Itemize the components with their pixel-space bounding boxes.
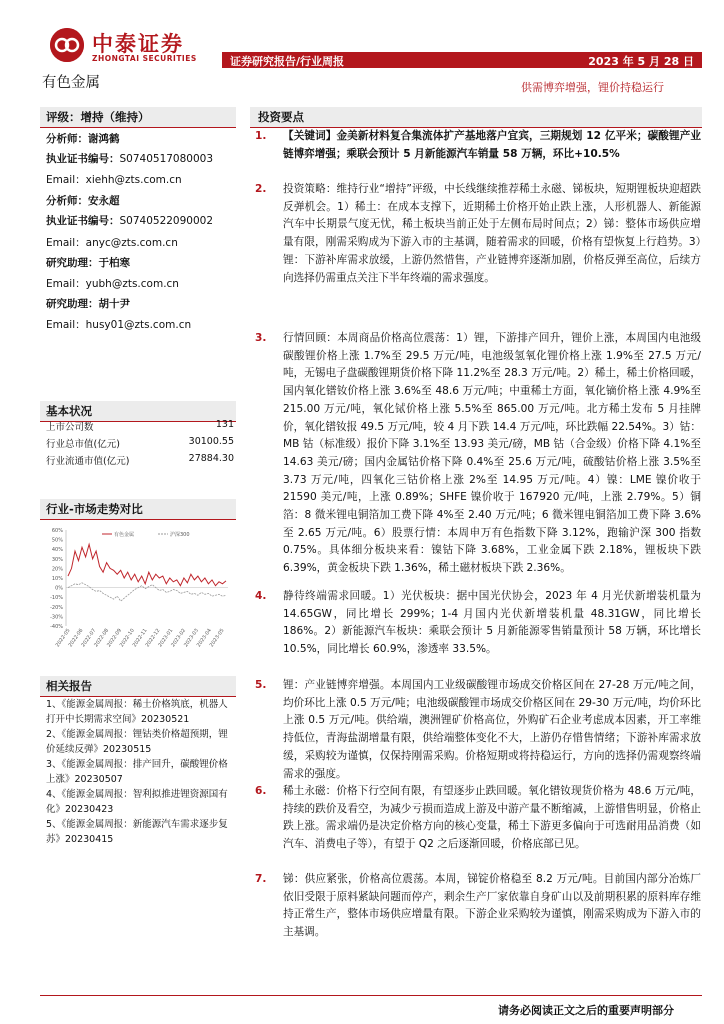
- analyst-1-cert: 执业证书编号：S0740517080003: [46, 153, 214, 165]
- invest-item-1: 1. 【关键词】金美新材料复合集流体扩产基地落户宜宾，三期规划 12 亿平米；碳酸锂产业链博弈增强；乘联会预计 5 月新能源汽车销量 58 万辆，环比+10.5%: [255, 130, 701, 160]
- assistant-1-email[interactable]: Email：yubh@zts.com.cn: [46, 278, 179, 290]
- invest-item-5: 5. 锂：产业链博弈增强。本周国内工业级碳酸锂市场成交价格区间在 27-28 万元/吨之间，均价环比上涨 0.5 万元/吨；电池级碳酸锂市场成交价格区间在 29-30 万元/吨，均价环比上涨 0.5 万元/吨。供给端，澳洲锂矿价格高位，外购矿石企业考虑成本因素，开工率维持低位，青海盐湖增量有限，供给端整体变化不大，上游仍存惜售情绪；下游补库需求放缓，采购较为谨慎，仅保持刚需采购。价格短期或将持稳运行，方向的选择仍需观察终端需求的强度。: [255, 679, 701, 780]
- analyst-2-email[interactable]: Email：anyc@zts.com.cn: [46, 237, 178, 249]
- stat-row: 上市公司数 131: [46, 419, 234, 433]
- y-tick-label: 60%: [51, 528, 63, 534]
- basic-header: 基本状况: [40, 401, 236, 421]
- invest-item-6: 6. 稀土永磁：价格下行空间有限，有望逐步止跌回暖。氧化镨钕现货价格为 48.6 万元/吨，持续的跌价及看空，为减少亏损而造成上游及中游产量不断缩减，上游惜售明显，价格止跌上涨。需求端仍是决定价格方向的核心变量，稀土下游更多偏向于可选耐用品消费（如汽车、消费电子等），有望于 Q2 之后逐渐回暖，价格底部已见。: [255, 785, 701, 851]
- y-tick-label: 40%: [51, 547, 63, 554]
- related-header: 相关报告: [40, 676, 236, 696]
- logo-text-cn: 中泰证券: [92, 32, 184, 56]
- trend-header: 行业-市场走势对比: [40, 499, 236, 519]
- y-tick-label: 50%: [51, 537, 63, 544]
- y-tick-label: -40%: [50, 624, 63, 630]
- analyst-1-email[interactable]: Email：xiehh@zts.com.cn: [46, 174, 182, 186]
- x-tick-label: 2023-05: [208, 627, 226, 649]
- invest-item-4: 4. 静待终端需求回暖。1）光伏板块：据中国光伏协会，2023 年 4 月光伏新增装机量为 14.65GW，同比增长 299%；1-4 月国内光伏新增装机量 48.31GW，同比增长 186%。2）新能源汽车板块：乘联会预计 5 月新能源零售销量预计 58 万辆，环比增长 10.5%，同比增长 60.9%，渗透率 33.5%。: [255, 590, 701, 656]
- y-tick-label: 10%: [51, 576, 63, 582]
- x-tick-label: 2022-09: [106, 627, 123, 649]
- related-item[interactable]: 1、《能源金属周报：稀土价格筑底，机器人打开中长期需求空间》20230521: [46, 699, 228, 725]
- x-tick-label: 2022-06: [67, 627, 85, 649]
- divider: [40, 519, 236, 520]
- related-item[interactable]: 5、《能源金属周报：新能源汽车需求逐步复苏》20230415: [46, 819, 228, 845]
- assistant-2-name: 研究助理：胡十尹: [46, 298, 130, 310]
- assistant-1-name: 研究助理：于柏寒: [46, 257, 130, 269]
- y-tick-label: -20%: [50, 604, 63, 611]
- invest-header: 投资要点: [250, 107, 702, 127]
- x-tick-label: 2023-01: [157, 627, 175, 649]
- related-item[interactable]: 4、《能源金属周报：智利拟推进锂资源国有化》20230423: [46, 789, 228, 815]
- x-tick-label: 2023-04: [195, 627, 213, 649]
- y-tick-label: 30%: [51, 556, 63, 563]
- stat-row: 行业流通市值(亿元) 27884.30: [46, 453, 234, 467]
- stat-row: 行业总市值(亿元) 30100.55: [46, 436, 234, 450]
- x-tick-label: 2022-11: [131, 627, 149, 649]
- y-tick-label: 20%: [51, 566, 63, 573]
- logo-symbol-icon: [50, 28, 84, 62]
- rating-header: 评级：增持（维持）: [40, 107, 236, 127]
- x-tick-label: 2022-07: [80, 627, 98, 649]
- divider: [40, 127, 236, 128]
- y-tick-label: -10%: [50, 595, 63, 602]
- assistant-2-email[interactable]: Email：husy01@zts.com.cn: [46, 319, 192, 331]
- x-tick-label: 2022-05: [54, 627, 72, 649]
- analyst-2-cert: 执业证书编号：S0740522090002: [46, 215, 214, 227]
- report-subtitle: 供需博弈增强，锂价持稳运行: [521, 81, 664, 94]
- report-type: 证券研究报告/行业周报: [230, 55, 345, 68]
- x-tick-label: 2023-03: [183, 627, 200, 649]
- series-line-2: [68, 583, 226, 601]
- related-item[interactable]: 2、《能源金属周报：锂钴类价格超预期，锂价延续反弹》20230515: [46, 729, 228, 755]
- analyst-1-name: 分析师：谢鸿鹤: [46, 133, 120, 145]
- report-date: 2023 年 5 月 28 日: [588, 55, 694, 68]
- x-tick-label: 2022-08: [93, 627, 111, 649]
- footer-divider: [40, 995, 702, 996]
- logo-mark: [50, 28, 84, 62]
- trend-chart: [40, 522, 236, 662]
- invest-item-7: 7. 锑：供应紧张，价格高位震荡。本周，锑锭价格稳至 8.2 万元/吨。目前国内部分冶炼厂依旧受限于原料紧缺问题而停产，剩余生产厂家依靠自身矿山以及前期积累的原料库存维持正常生产，整体市场供应增量有限。下游企业采购较为谨慎，刚需采购成为下游入市的主基调。: [255, 873, 701, 939]
- related-item[interactable]: 3、《能源金属周报：排产回升，碳酸锂价格上涨》20230507: [46, 759, 228, 785]
- x-tick-label: 2023-02: [170, 627, 188, 649]
- x-tick-label: 2022-10: [118, 627, 136, 649]
- related-list: [46, 697, 236, 847]
- footer-note: 请务必阅读正文之后的重要声明部分: [498, 1004, 674, 1017]
- series-line-1: [68, 544, 226, 585]
- y-tick-label: -30%: [50, 614, 63, 621]
- x-tick-label: 2022-12: [144, 627, 162, 649]
- y-tick-label: 0%: [55, 585, 63, 592]
- invest-item-2: 2. 投资策略：维持行业“增持”评级，中长线继续推荐稀土永磁、锑板块，短期锂板块迎超跌反弹机会。1）稀土：在成本支撑下，近期稀土价格开始止跌上涨，人形机器人、新能源汽车中长期景气度无忧，稀土板块当前正处于左侧布局时间点；2）锑：整体市场供应增量有限，刚需采购成为下游入市的主基调，随着需求的回暖，价格有望恢复上行趋势。3）锂：下游补库需求放缓，上游仍然惜售，产业链博弈逐渐加剧，价格反弹至高位，后续方向选择仍需重点关注下半年终端的需求强度。: [255, 183, 701, 284]
- sector-title: 有色金属: [42, 75, 100, 91]
- invest-item-3: 3. 行情回顾：本周商品价格高位震荡：1）锂，下游排产回升，锂价上涨，本周国内电池级碳酸锂价格上涨 1.7%至 29.5 万元/吨，电池级氢氧化锂价格上涨 1.9%至 27.5 万元/吨，无锡电子盘碳酸锂期货价格下降 11.2%至 28.3 万元/吨。2）稀土，稀土价格回暖，国内氧化镨钕价格上涨 3.6%至 48.6 万元/吨；中重稀土方面，氧化镝价格上涨 4.9%至 215.00 万元/吨，氧化铽价格上涨 5.5%至 865.00 万元/吨。北方稀土发布 5 月挂牌价，氧化镨钕报 49.5 万元/吨，较 4 月下跌 14.4 万元/吨，环比跌幅 22.54%。3）钴：MB 钴（标准级）报价下降 3.1%至 13.93 美元/磅，MB 钴（合金级）价格下降 4.1%至 14.63 美元/磅；国内金属钴价格下降 0.4%至 25.6 万元/吨，硫酸钴价格上涨 3.5%至 3.73 万元/吨，四氧化三钴价格上涨 2%至 14.95 万元/吨。4）镍：LME 镍价收于 21590 美元/吨，上涨 0.89%；SHFE 镍价收于 167920 元/吨，上涨 2.79%。5）铜箔：8 微米锂电铜箔加工费下降 4%至 2.40 万元/吨；6 微米锂电铜箔加工费下降 3.6%至 2.65 万元/吨。6）股票行情：本周申万有色指数下降 3.12%，跑输沪深 300 指数 0.75%。具体细分板块来看：镍钴下降 3.68%，工业金属下跌 2.18%，锂板块下跌 6.39%，黄金板块下跌 1.36%，稀土磁材板块下跌 2.36%。: [255, 332, 701, 575]
- logo-text-en: ZHONGTAI SECURITIES: [92, 54, 197, 63]
- legend-label: 有色金属: [114, 532, 135, 538]
- analyst-2-name: 分析师：安永超: [46, 195, 120, 207]
- legend-label: 沪深300: [170, 532, 190, 538]
